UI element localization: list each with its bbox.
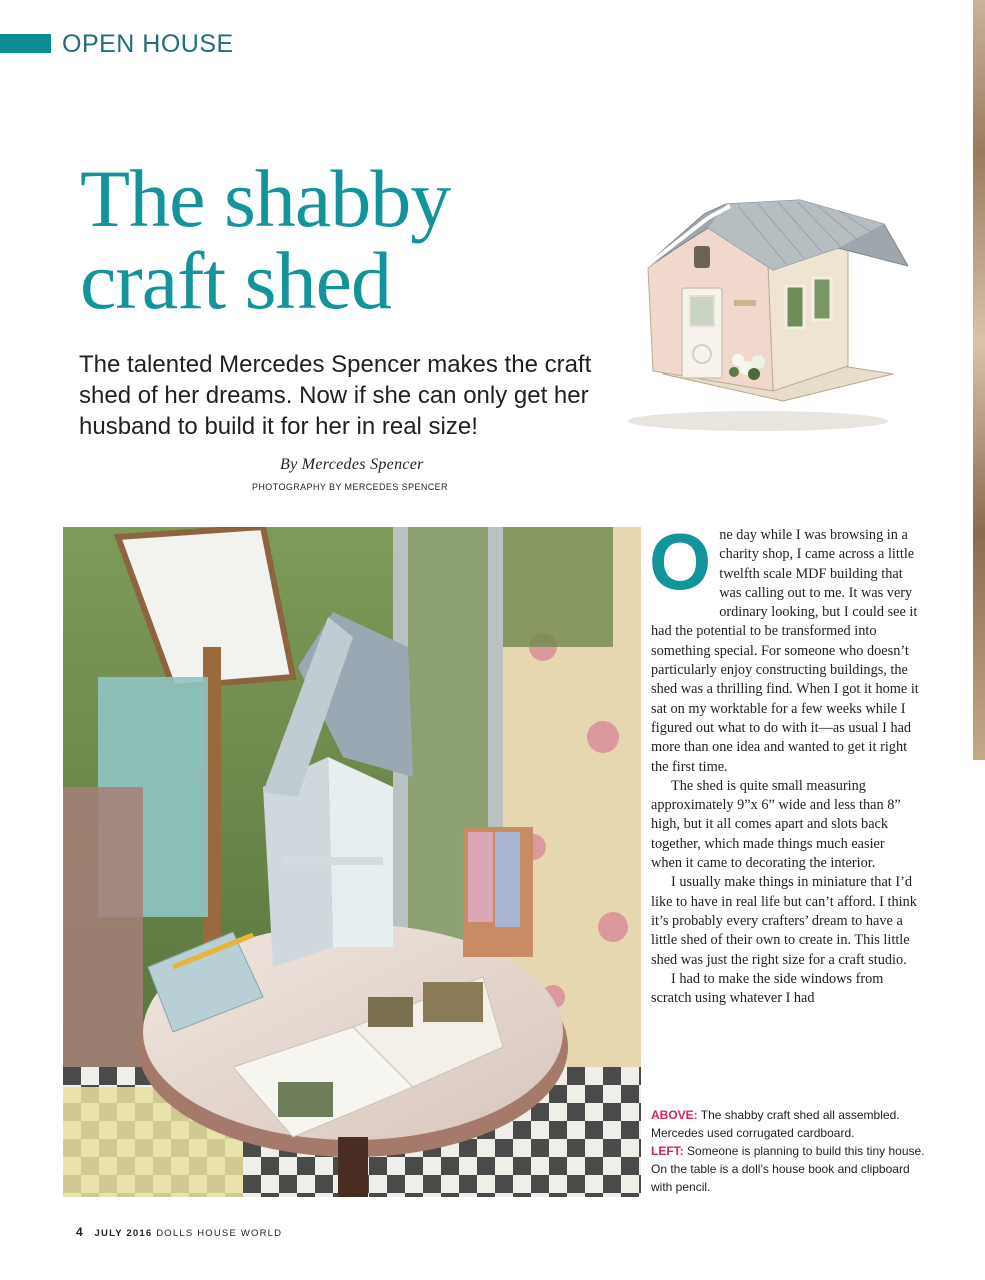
- title-line-2: craft shed: [80, 235, 391, 326]
- adjacent-page-edge: [973, 0, 985, 760]
- caption-left-text: Someone is planning to build this tiny house. On the table is a doll’s house book and clipboard with pencil.: [651, 1144, 925, 1194]
- page-number: 4: [76, 1225, 83, 1239]
- main-photo-miniature-studio: [63, 527, 641, 1197]
- caption-above-text: The shabby craft shed all assembled. Mercedes used corrugated cardboard.: [651, 1108, 900, 1140]
- page-footer: [76, 1225, 282, 1239]
- drop-cap: O: [649, 517, 712, 606]
- title-line-1: The shabby: [80, 153, 451, 244]
- section-label: OPEN HOUSE: [62, 30, 234, 58]
- paragraph-4: I had to make the side windows from scratch using whatever I had: [651, 970, 884, 1007]
- paragraph-1-text: ne day while I was browsing in a charity shop, I came across a little twelfth scale MDF building that was calling out to me. It was very ordinary looking, but I could see it had the potential to be transformed into something special. For someone who doesn’t particularly enjoy constructing buildings, the shed was a thrilling find. When I got it home it sat on my worktable for a few weeks while I figured out what to do with it—as usual I had more than one idea and wanted to get it right the first time.: [651, 527, 919, 775]
- article-body: [649, 517, 919, 1008]
- section-color-bar: [0, 34, 51, 53]
- paragraph-3: I usually make things in miniature that I’d like to have in real life but can’t afford. I think it’s probably every crafters’ dream to have a little shed of their own to create in. This little shed was just the right size for a craft studio.: [651, 874, 917, 968]
- craft-shed-photo: [608, 196, 908, 441]
- caption-left-label: LEFT:: [651, 1144, 684, 1158]
- standfirst: The talented Mercedes Spencer makes the craft shed of her dreams. Now if she can only get her husband to build it for her in real size!: [79, 351, 592, 440]
- paragraph-1: [649, 517, 919, 777]
- caption-above-label: ABOVE:: [651, 1108, 698, 1122]
- photo-caption: [651, 1106, 926, 1196]
- article-title: [80, 153, 600, 326]
- magazine-name: DOLLS HOUSE WORLD: [156, 1228, 283, 1239]
- paragraph-2: The shed is quite small measuring approximately 9”x 6” wide and less than 8” high, but it all comes apart and slots back together, which made things much easier when it came to decorating the interior.: [651, 777, 901, 872]
- photo-credit: PHOTOGRAPHY BY MERCEDES SPENCER: [252, 482, 448, 492]
- issue-date: JULY 2016: [94, 1228, 153, 1239]
- byline: By Mercedes Spencer: [280, 456, 424, 473]
